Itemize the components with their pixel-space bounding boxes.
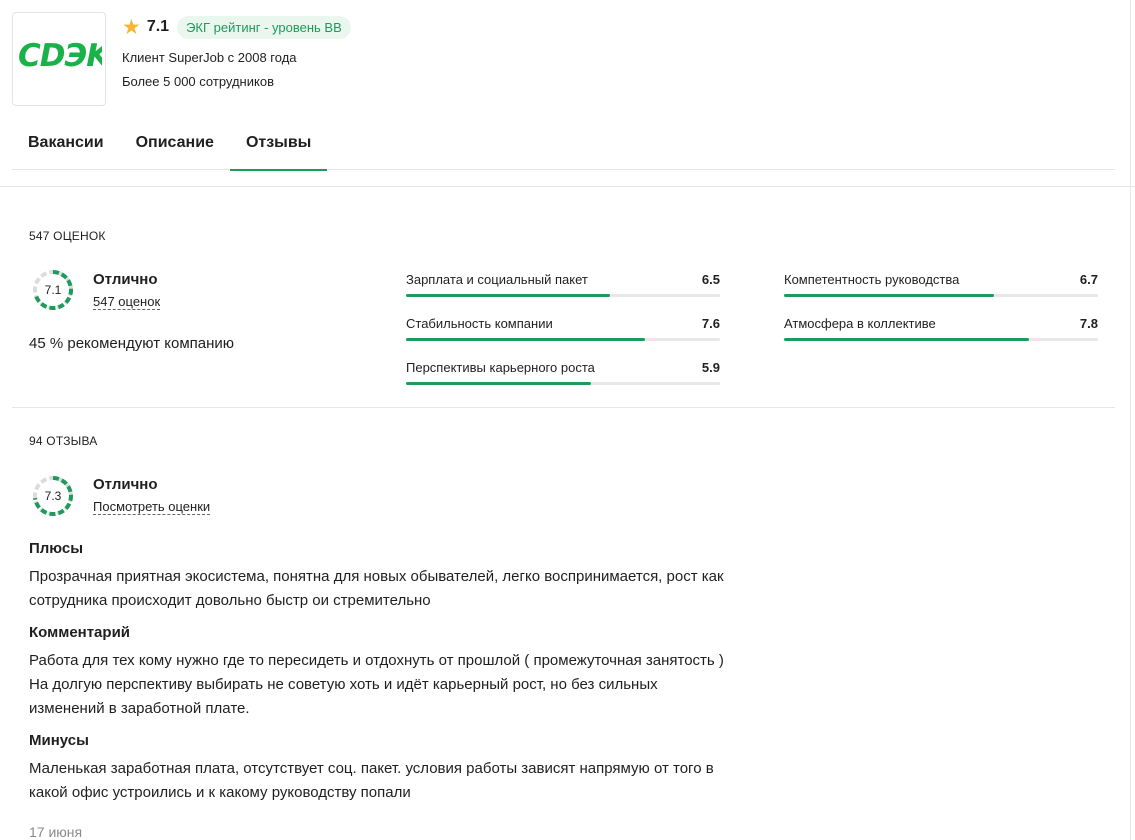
cdek-logo-icon xyxy=(16,38,102,72)
pros-text: Прозрачная приятная экосистема, понятна для новых обывателей, легко воспринимается, рост как сотрудника происходит довольно быстр ои стремительно xyxy=(29,568,724,609)
metric-atmosphere xyxy=(784,316,1098,346)
tab-description[interactable]: Описание xyxy=(135,134,214,151)
ratings-score-value: 7.1 xyxy=(44,283,62,297)
metric-name: Стабильность компании xyxy=(406,316,553,331)
metric-bar-fill xyxy=(406,382,591,385)
review-score-ring xyxy=(32,475,74,517)
metric-bar-fill xyxy=(784,338,1029,341)
staff-count: Более 5 000 сотрудников xyxy=(122,74,274,89)
metric-management xyxy=(784,272,1098,302)
view-ratings-link[interactable]: Посмотреть оценки xyxy=(93,499,211,514)
metric-value: 6.5 xyxy=(701,272,720,287)
metric-career xyxy=(406,360,720,390)
ekg-rating-badge[interactable]: ЭКГ рейтинг - уровень ВВ xyxy=(177,16,351,39)
page-edge xyxy=(1130,0,1131,840)
metric-name: Атмосфера в коллективе xyxy=(784,316,936,331)
metric-bar xyxy=(784,294,1098,297)
ratings-count-link[interactable]: 547 оценок xyxy=(93,294,161,309)
metric-bar xyxy=(406,294,720,297)
ratings-count-label: 547 ОЦЕНОК xyxy=(29,229,106,243)
divider xyxy=(0,186,1135,187)
metric-value: 7.8 xyxy=(1079,316,1098,331)
company-tabs xyxy=(12,122,1115,170)
comment-text: Работа для тех кому нужно где то пересидеть и отдохнуть от прошлой ( промежуточная занятость ) На долгую перспективу выбирать не советую хоть и идёт карьерный рост, но без сильных изменений в заработной плате. xyxy=(29,652,724,717)
company-rating-row xyxy=(122,14,351,40)
company-logo[interactable] xyxy=(12,12,106,106)
svg-text:СDЭK: СDЭK xyxy=(18,38,102,72)
metric-bar-fill xyxy=(784,294,994,297)
cons-text: Маленькая заработная плата, отсутствует соц. пакет. условия работы зависят напрямую от того в какой офис устроились и к какому руководству попали xyxy=(29,760,714,801)
metric-bar-fill xyxy=(406,338,645,341)
review-date: 17 июня xyxy=(29,824,83,840)
metric-bar xyxy=(784,338,1098,341)
company-rating-value: 7.1 xyxy=(146,18,170,35)
cons-heading: Минусы xyxy=(29,732,89,749)
reviews-count-label: 94 ОТЗЫВА xyxy=(29,434,98,448)
ratings-score-ring xyxy=(32,269,74,311)
metric-bar-fill xyxy=(406,294,610,297)
metric-stability xyxy=(406,316,720,346)
metric-bar xyxy=(406,338,720,341)
metric-value: 5.9 xyxy=(701,360,720,375)
metric-name: Перспективы карьерного роста xyxy=(406,360,595,375)
comment-heading: Комментарий xyxy=(29,624,131,641)
client-since: Клиент SuperJob с 2008 года xyxy=(122,50,297,65)
metric-value: 6.7 xyxy=(1079,272,1098,287)
metric-name: Зарплата и социальный пакет xyxy=(406,272,588,287)
pros-heading: Плюсы xyxy=(29,540,84,557)
metric-bar xyxy=(406,382,720,385)
star-icon: ★ xyxy=(122,15,141,39)
tab-vacancies[interactable]: Вакансии xyxy=(28,134,104,151)
review-score-value: 7.3 xyxy=(44,489,62,503)
recommend-percent: 45 % рекомендуют компанию xyxy=(29,335,235,352)
metric-value: 7.6 xyxy=(701,316,720,331)
tab-reviews[interactable]: Отзывы xyxy=(230,122,327,170)
metric-name: Компетентность руководства xyxy=(784,272,960,287)
logo-wordmark xyxy=(16,38,102,80)
metric-salary xyxy=(406,272,720,302)
divider xyxy=(12,407,1115,408)
ratings-score-title: Отлично xyxy=(93,271,158,288)
review-score-title: Отлично xyxy=(93,476,158,493)
